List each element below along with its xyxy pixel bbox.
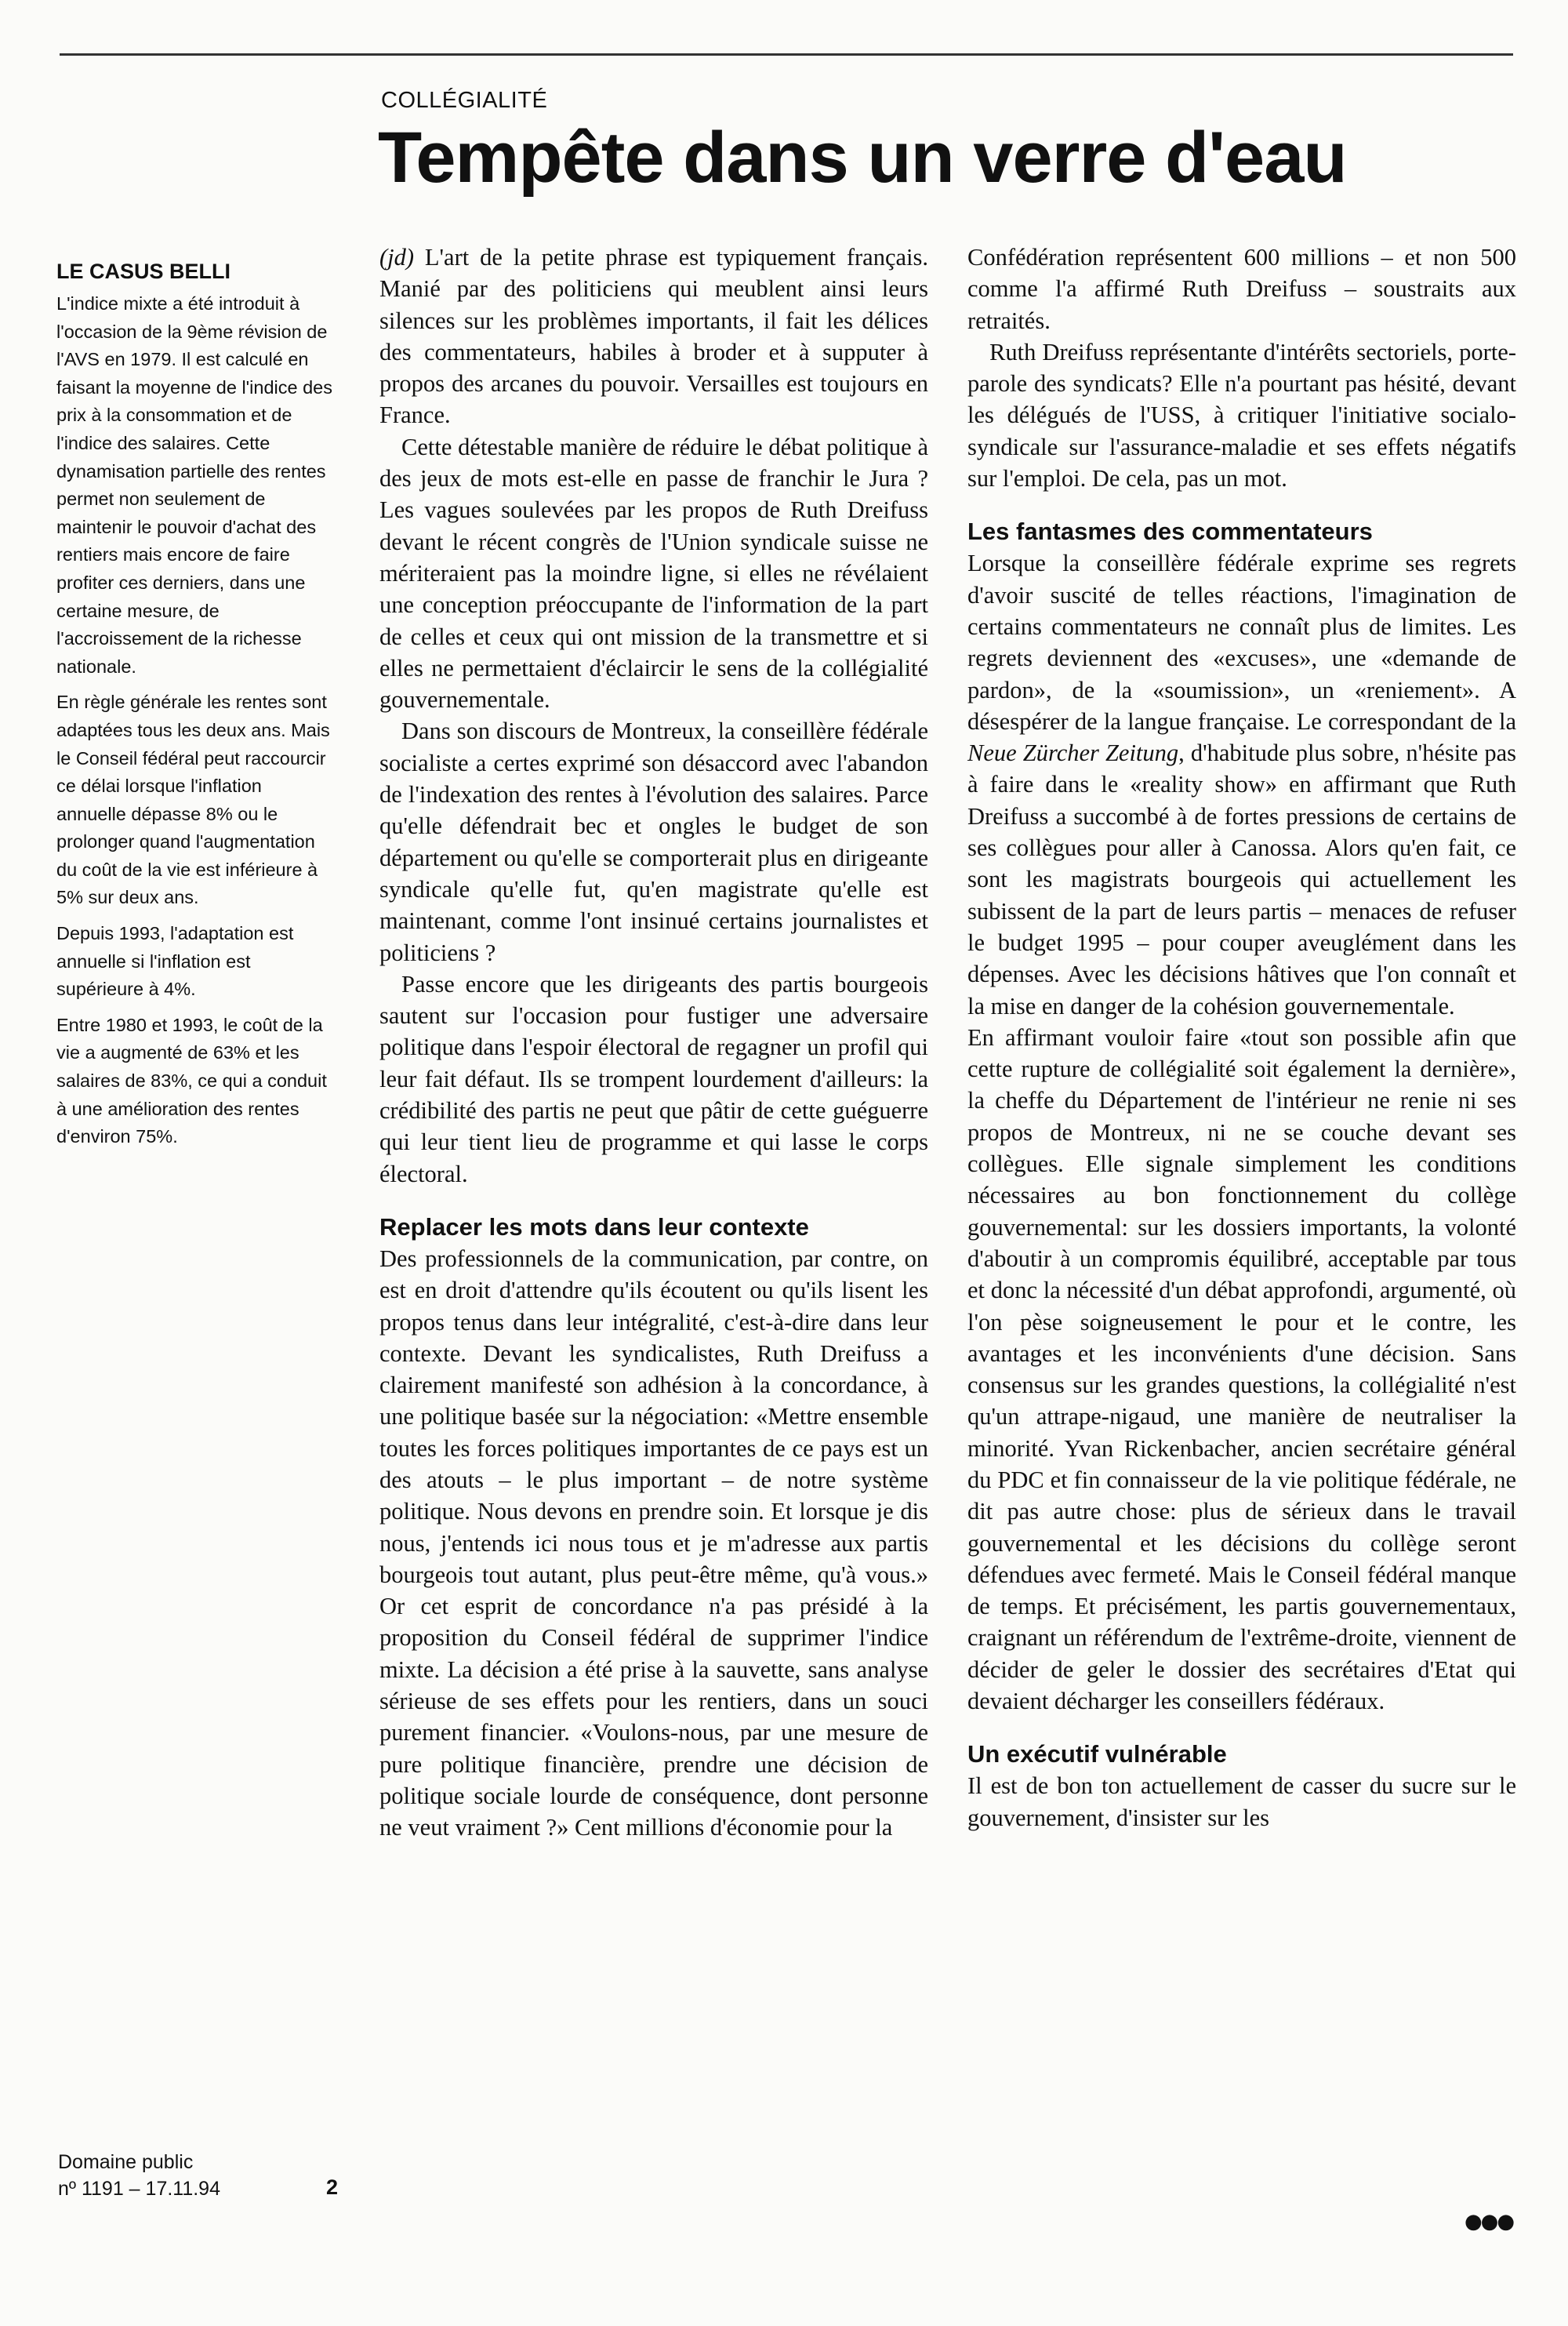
article-column-1: [379, 242, 928, 1844]
subheading: Les fantasmes des commentateurs: [967, 518, 1373, 546]
article-paragraph: [967, 547, 1516, 1021]
article-column-2: [967, 242, 1516, 1834]
paragraph-text: Lorsque la conseillère fédérale exprime ses regrets d'avoir suscité de telles réactions, l'imagination de certains commentateurs ne connaît plus de limites. Les regrets deviennent des «excuses», une «demande de pardon», de la «soumission», un «reniement». A désespérer de la langue française. Le correspondant de la: [967, 550, 1516, 735]
continued-marker: ●●●: [1465, 2210, 1514, 2233]
top-rule: [60, 53, 1513, 56]
article-paragraph: Dans son discours de Montreux, la conseillère fédérale socialiste a certes exprimé son désaccord avec l'abandon de l'indexation des rentes à l'évolution des salaires. Parce qu'elle défendrait bec et ongles le budget de son département ou qu'elle se comporterait plus en dirigeante syndicale qu'elle fut, qu'en magistrate qu'elle est maintenant, comme l'ont insinué certains journalistes et politiciens ?: [379, 718, 928, 966]
newspaper-name: Neue Zürcher Zeitung: [967, 740, 1179, 767]
article-paragraph: [379, 242, 928, 431]
publication-footer: [58, 2149, 340, 2202]
section-kicker: COLLÉGIALITÉ: [381, 88, 548, 113]
article-paragraph: Confédération représentent 600 millions – et non 500 comme l'a affirmé Ruth Dreifuss – soustraits aux retraités.: [967, 244, 1516, 334]
byline: (jd): [379, 244, 415, 271]
paragraph-text: , d'habitude plus sobre, n'hésite pas à faire dans le «reality show» en affirmant que Ruth Dreifuss a succombé à de fortes pressions de certains de ses collègues pour aller à Canossa. Alors qu'en fait, ce sont les magistrats bourgeois qui actuellement les subissent de la part de leurs partis – menaces de refuser le budget 1995 – pour couper aveuglément dans les dépenses. Avec les décisions hâtives que l'on connaît et la mise en danger de la cohésion gouvernementale.: [967, 740, 1517, 1019]
paragraph-text: L'art de la petite phrase est typiquement français. Manié par des politiciens qui meublent ainsi leurs silences sur les problèmes importants, il fait les délices des commentateurs, habiles à broder et à supputer à propos des arcanes du pouvoir. Versailles est toujours en France.: [379, 244, 928, 429]
article-paragraph: Des professionnels de la communication, par contre, on est en droit d'attendre qu'ils écoutent ou qu'ils lisent les propos tenus dans leur intégralité, c'est-à-dire dans leur contexte. Devant les syndicalistes, Ruth Dreifuss a clairement manifesté son adhésion à la concordance, à une politique basée sur la négociation: «Mettre ensemble toutes les forces politiques importantes de ce pays est un des atouts – le plus important – de notre système politique. Nous devons en prendre soin. Et lorsque je dis nous, j'entends ici nous tous et je m'adresse aux partis bourgeois tout autant, plus peut-être même, qu'à vous.» Or cet esprit de concordance n'a pas présidé à la proposition du Conseil fédéral de supprimer l'indice mixte. La décision a été prise à la sauvette, sans analyse sérieuse de ses effets pour les rentiers, dans un souci purement financier. «Voulons-nous, par une mesure de pure politique financière, prendre une décision de politique sociale lourde de conséquence, dont personne ne veut vraiment ?» Cent millions d'économie pour la: [379, 1245, 928, 1841]
article-paragraph: Cette détestable manière de réduire le débat politique à des jeux de mots est-elle en passe de franchir le Jura ? Les vagues soulevées par les propos de Ruth Dreifuss devant le récent congrès de l'Union syndicale suisse ne mériteraient pas la moindre ligne, si elles ne révélaient une conception préoccupante de l'information de la part de celles et ceux qui ont mission de la transmettre et si elles ne permettaient d'éclaircir le sens de la collégialité gouvernementale.: [379, 433, 928, 714]
issue-number-date: nº 1191 – 17.11.94: [58, 2178, 220, 2200]
article-paragraph: Passe encore que les dirigeants des partis bourgeois sautent sur l'occasion pour fustiger une adversaire politique dans l'espoir électoral de regagner un profil qui leur fait défaut. Ils se trompent lourdement d'ailleurs: la crédibilité des partis ne peut que pâtir de cette guéguerre qui leur tient lieu de programme et qui lasse le corps électoral.: [379, 970, 928, 1187]
article-headline: Tempête dans un verre d'eau: [378, 118, 1347, 198]
sidebar-box: [56, 257, 332, 1159]
sidebar-paragraph: Entre 1980 et 1993, le coût de la vie a augmenté de 63% et les salaires de 83%, ce qui a conduit à une amélioration des rentes d'environ 75%.: [56, 1014, 327, 1147]
sidebar-paragraph: L'indice mixte a été introduit à l'occasion de la 9ème révision de l'AVS en 1979. Il est calculé en faisant la moyenne de l'indice des prix à la consommation et de l'indice des salaires. Cette dynamisation partielle des rentes permet non seulement de maintenir le pouvoir d'achat des rentiers mais encore de faire profiter ces derniers, dans une certaine mesure, de l'accroissement de la richesse nationale.: [56, 293, 332, 677]
sidebar-paragraph: Depuis 1993, l'adaptation est annuelle si l'inflation est supérieure à 4%.: [56, 923, 294, 1000]
page-number: 2: [326, 2175, 339, 2199]
article-paragraph: Ruth Dreifuss représentante d'intérêts sectoriels, porte-parole des syndicats? Elle n'a pourtant pas hésité, devant les délégués de l'USS, à critiquer l'initiative socialo-syndicale sur l'assurance-maladie et ses effets négatifs sur l'emploi. De cela, pas un mot.: [967, 338, 1516, 492]
sidebar-paragraph: En règle générale les rentes sont adaptées tous les deux ans. Mais le Conseil fédéral peut raccourcir ce délai lorsque l'inflation annuelle dépasse 8% ou le prolonger quand l'augmentation du coût de la vie est inférieure à 5% sur deux ans.: [56, 692, 330, 908]
publication-name: Domaine public: [58, 2151, 194, 2173]
subheading: Un exécutif vulnérable: [967, 1740, 1227, 1768]
article-paragraph: En affirmant vouloir faire «tout son possible afin que cette rupture de collégialité soit également la dernière», la cheffe du Département de l'intérieur ne renie ni ses propos de Montreux, ni ne se couche devant ses collègues. Elle signale simplement les conditions nécessaires au bon fonctionnement du collège gouvernemental: sur les dossiers importants, la volonté d'aboutir à un compromis équilibré, acceptable par tous et donc la nécessité d'un débat approfondi, argumenté, où l'on pèse soigneusement le pour et le contre, les avantages et les inconvénients d'une décision. Sans consensus sur les grandes questions, la collégialité n'est qu'un attrape-nigaud, une manière de neutraliser la minorité. Yvan Rickenbacher, ancien secrétaire général du PDC et fin connaisseur de la vie politique fédérale, ne dit pas autre chose: plus de sérieux dans le travail gouvernemental et les décisions du collège seront défendues avec fermeté. Mais le Conseil fédéral manque de temps. Et précisément, les partis gouvernementaux, craignant un référendum de l'extrême-droite, viennent de décider de geler le dossier des secrétaires d'Etat qui devaient décharger les conseillers fédéraux.: [967, 1023, 1516, 1715]
sidebar-title: LE CASUS BELLI: [56, 260, 231, 283]
article-paragraph: Il est de bon ton actuellement de casser du sucre sur le gouvernement, d'insister sur les: [967, 1772, 1516, 1831]
subheading: Replacer les mots dans leur contexte: [379, 1212, 809, 1241]
